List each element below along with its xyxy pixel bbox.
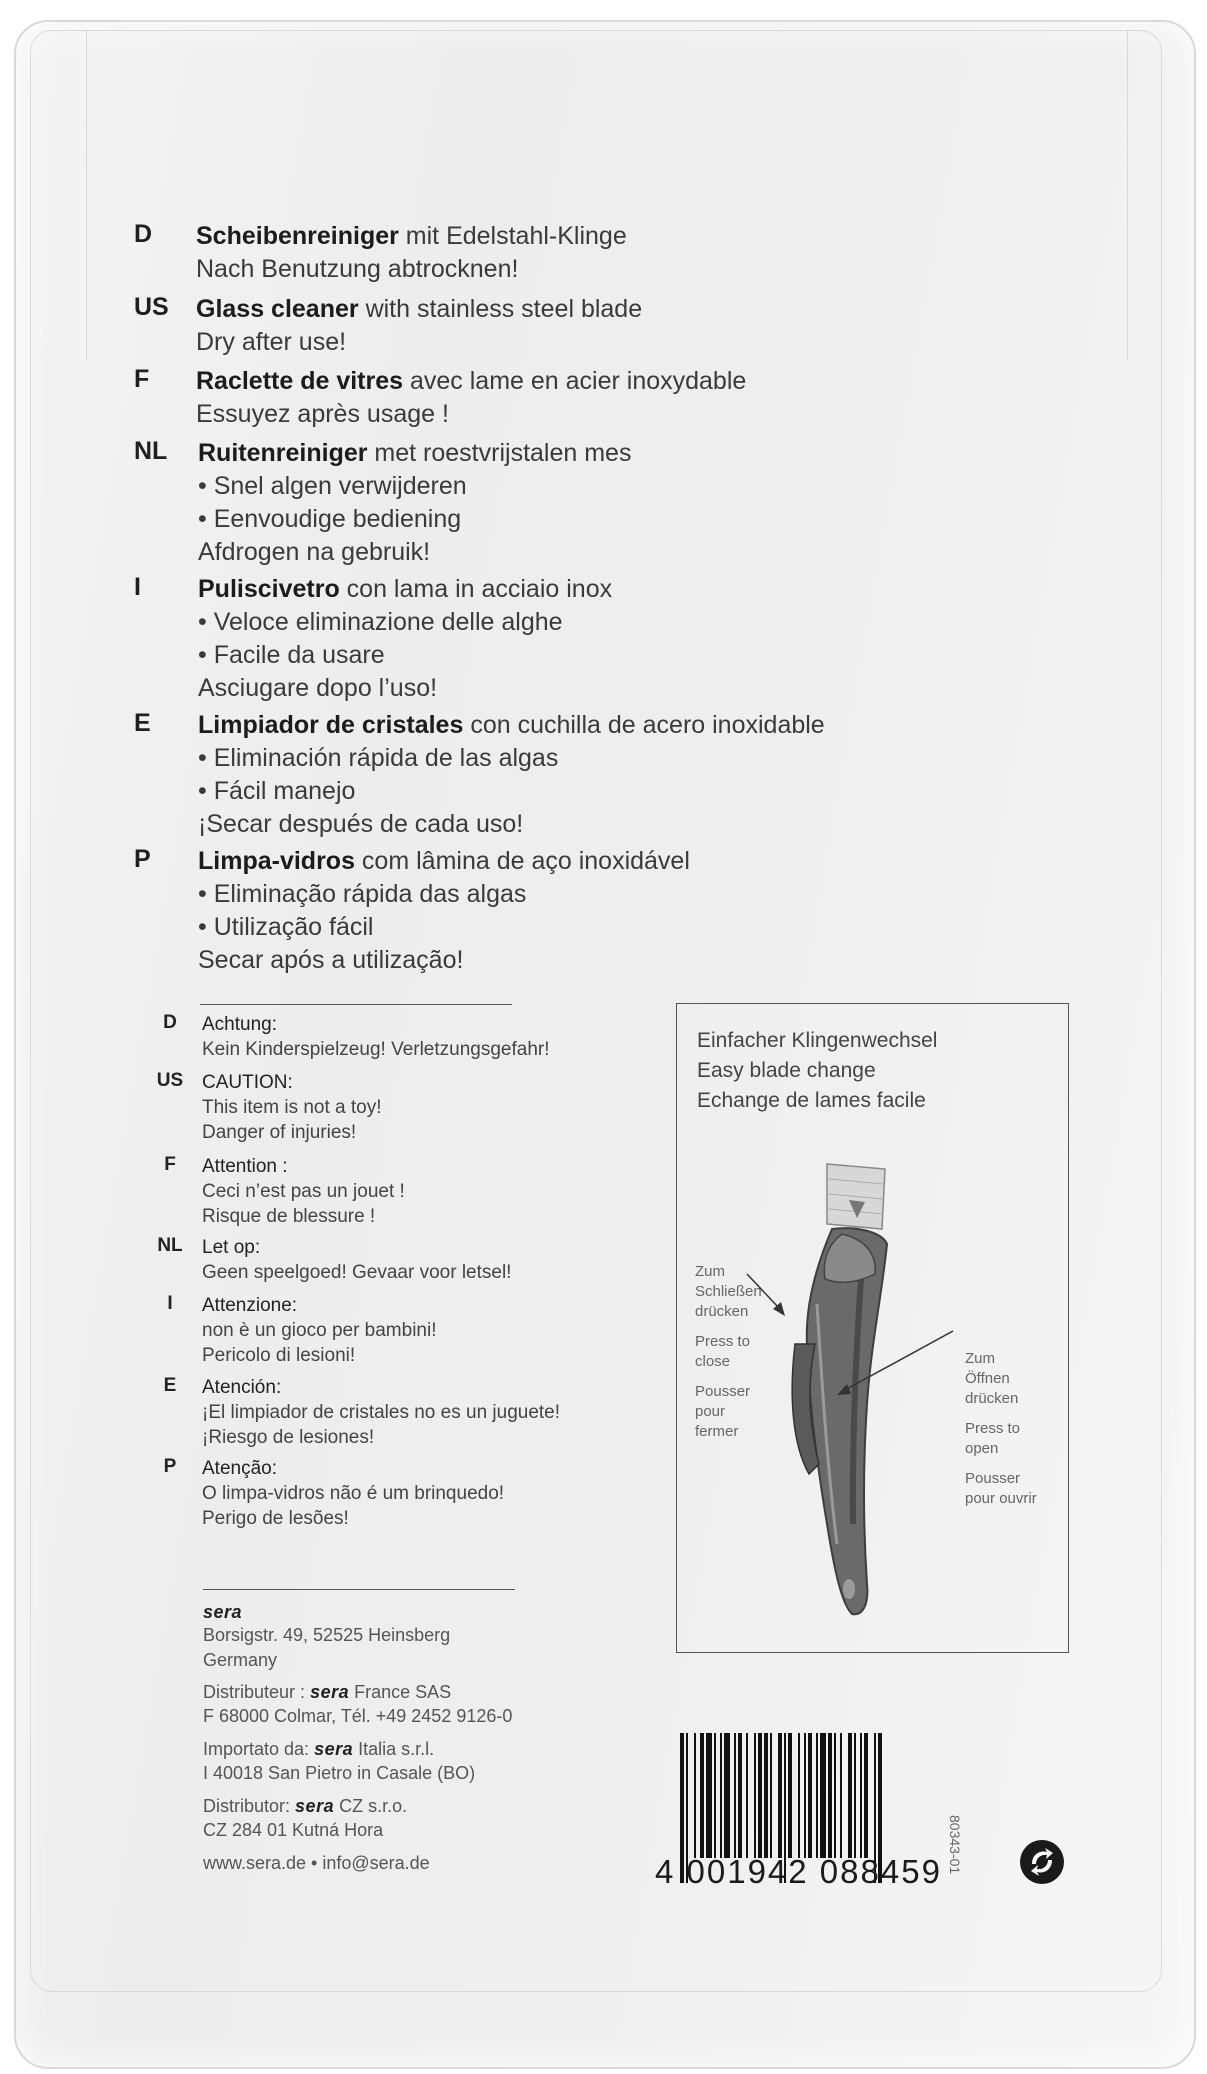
product-line: Afdrogen na gebruik! <box>198 538 431 566</box>
language-code: F <box>134 365 150 393</box>
warning-heading: CAUTION: <box>202 1072 293 1093</box>
address-czech: Distributor: sera CZ s.r.o. <box>203 1796 408 1816</box>
address-france-city: F 68000 Colmar, Tél. +49 2452 9126-0 <box>203 1706 513 1726</box>
cleaner-handle-icon <box>792 1228 887 1614</box>
product-title: Glass cleaner <box>196 295 359 323</box>
warning-line: Ceci n’est pas un jouet ! <box>202 1181 405 1202</box>
product-line: ¡Secar después de cada uso! <box>198 810 524 838</box>
product-line: • Facile da usare <box>198 641 385 669</box>
address-czech-city: CZ 284 01 Kutná Hora <box>203 1820 384 1840</box>
warning-line: Perigo de lesões! <box>202 1508 349 1529</box>
blade-change-box <box>676 1003 1069 1653</box>
barcode-number: 4 001942 088459 <box>655 1853 942 1890</box>
web-contact[interactable]: www.sera.de • info@sera.de <box>203 1853 430 1873</box>
arrow-close-icon <box>747 1274 785 1316</box>
language-code: D <box>134 220 153 248</box>
product-title: Ruitenreiniger <box>198 439 368 467</box>
product-line: • Eenvoudige bediening <box>198 505 462 533</box>
warning-heading: Attenzione: <box>202 1295 298 1316</box>
warning-heading: Let op: <box>202 1237 261 1258</box>
close-instructions: Zum Schließen drücken Press to close Pousser pour fermer <box>695 1263 762 1440</box>
warning-line: ¡El limpiador de cristales no es un juguete! <box>202 1402 561 1423</box>
warning-heading: Achtung: <box>202 1014 277 1035</box>
language-code: P <box>163 1456 177 1477</box>
language-code: US <box>134 293 169 321</box>
product-line: Nach Benutzung abtrocknen! <box>196 255 519 283</box>
address-country: Germany <box>203 1650 278 1670</box>
divider-bottom <box>203 1589 515 1590</box>
product-line: • Veloce eliminazione delle alghe <box>198 608 563 636</box>
recycle-icon <box>1018 1838 1066 1886</box>
product-line: • Eliminación rápida de las algas <box>198 744 559 772</box>
language-code: I <box>134 573 141 601</box>
warning-heading: Atención: <box>202 1377 282 1398</box>
sera-logo: sera <box>203 1602 243 1622</box>
warning-line: Pericolo di lesioni! <box>202 1345 356 1366</box>
address-street: Borsigstr. 49, 52525 Heinsberg <box>203 1625 451 1645</box>
warning-line: This item is not a toy! <box>202 1097 382 1118</box>
language-code: F <box>164 1154 176 1175</box>
language-code: NL <box>134 437 168 465</box>
warning-heading: Attention : <box>202 1156 288 1177</box>
product-line: Dry after use! <box>196 328 347 356</box>
language-code: NL <box>157 1235 183 1256</box>
product-line: • Eliminação rápida das algas <box>198 880 527 908</box>
blade-change-heading: Einfacher Klingenwechsel Easy blade change Echange de lames facile <box>697 1029 938 1112</box>
language-code: P <box>134 845 151 873</box>
warning-line: Geen speelgoed! Gevaar voor letsel! <box>202 1262 512 1283</box>
warning-line: non è un gioco per bambini! <box>202 1320 437 1341</box>
address-france: Distributeur : sera France SAS <box>203 1682 452 1702</box>
language-code: E <box>163 1375 177 1396</box>
product-line: Secar após a utilização! <box>198 946 464 974</box>
product-line: • Fácil manejo <box>198 777 356 805</box>
article-code: 80343-01 <box>947 1815 963 1875</box>
language-code: D <box>163 1012 177 1033</box>
product-line: Essuyez après usage ! <box>196 400 449 428</box>
cleaner-illustration <box>677 1004 1068 1652</box>
warning-line: Danger of injuries! <box>202 1122 357 1143</box>
product-line: • Utilização fácil <box>198 913 374 941</box>
language-code: I <box>167 1293 173 1314</box>
product-line: • Snel algen verwijderen <box>198 472 467 500</box>
language-code: E <box>134 709 151 737</box>
product-title: Limpiador de cristales <box>198 711 464 739</box>
warning-line: Kein Kinderspielzeug! Verletzungsgefahr! <box>202 1039 550 1060</box>
product-line: Asciugare dopo l’uso! <box>198 674 438 702</box>
warning-line: Risque de blessure ! <box>202 1206 376 1227</box>
address-italy-city: I 40018 San Pietro in Casale (BO) <box>203 1763 476 1783</box>
divider-top <box>200 1004 512 1005</box>
address-italy: Importato da: sera Italia s.r.l. <box>203 1739 435 1759</box>
language-code: US <box>156 1070 184 1091</box>
warning-line: O limpa-vidros não é um brinquedo! <box>202 1483 505 1504</box>
product-title: Puliscivetro <box>198 575 340 603</box>
product-title: Raclette de vitres <box>196 367 404 395</box>
open-instructions: Zum Öffnen drücken Press to open Pousser pour ouvrir <box>965 1350 1037 1507</box>
warning-line: ¡Riesgo de lesiones! <box>202 1427 375 1448</box>
warning-heading: Atenção: <box>202 1458 277 1479</box>
product-title: Scheibenreiniger <box>196 222 399 250</box>
blade-icon <box>827 1164 885 1229</box>
product-title: Limpa-vidros <box>198 847 355 875</box>
